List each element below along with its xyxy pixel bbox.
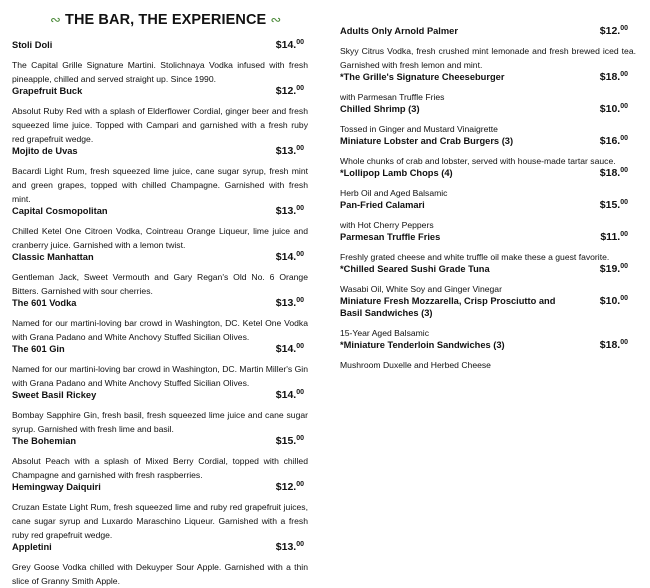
menu-item-description: Skyy Citrus Vodka, fresh crushed mint lemonade and fresh brewed iced tea. Garnished with fresh lemon and mint. bbox=[340, 46, 636, 70]
menu-item-description: The Capital Grille Signature Martini. Stolichnaya Vodka infused with fresh pineapple, chilled and served straight up. Since 1990. bbox=[12, 60, 308, 84]
menu-item bbox=[12, 539, 308, 588]
menu-item-header bbox=[12, 295, 308, 309]
menu-item bbox=[12, 37, 308, 86]
price-cents: 00 bbox=[296, 85, 304, 92]
menu-item-price bbox=[600, 165, 636, 179]
menu-item-price bbox=[276, 37, 308, 51]
price-cents: 00 bbox=[296, 205, 304, 212]
menu-item bbox=[12, 83, 308, 146]
menu-item bbox=[12, 295, 308, 344]
menu-item-description: Named for our martini-loving bar crowd in Washington, DC. Martin Miller's Gin with Grana Padano and White Anchovy Stuffed Sicilian Olives. bbox=[12, 364, 308, 388]
menu-item-description: with Parmesan Truffle Fries bbox=[340, 92, 445, 102]
price-dollars: $19. bbox=[599, 263, 621, 275]
menu-item-header bbox=[12, 37, 308, 51]
price-dollars: $10. bbox=[599, 103, 621, 115]
menu-item bbox=[340, 165, 636, 200]
menu-item-header bbox=[12, 203, 308, 217]
menu-item-description: with Hot Cherry Peppers bbox=[340, 220, 434, 230]
price-cents: 00 bbox=[620, 25, 628, 32]
menu-item-price bbox=[600, 261, 636, 275]
menu-item-name: The 601 Gin bbox=[12, 344, 65, 354]
menu-item-header bbox=[340, 133, 636, 147]
menu-item-name: Mojito de Uvas bbox=[12, 146, 78, 156]
price-dollars: $12. bbox=[599, 25, 621, 37]
menu-item-name: Chilled Shrimp (3) bbox=[340, 104, 420, 114]
menu-item-description: Absolut Ruby Red with a splash of Elderflower Cordial, ginger beer and fresh squeezed lime juice. Topped with Campari and garnished with a fresh ruby red grapefruit wedge. bbox=[12, 106, 308, 144]
menu-item-description: Freshly grated cheese and white truffle oil make these a guest favorite. bbox=[340, 252, 610, 262]
left-column bbox=[12, 37, 308, 585]
menu-item-price bbox=[276, 479, 308, 493]
menu-item-description: Gentleman Jack, Sweet Vermouth and Gary Regan's Old No. 6 Orange Bitters. Garnished with sour cherries. bbox=[12, 272, 308, 296]
menu-item-description: Bombay Sapphire Gin, fresh basil, fresh squeezed lime juice and cane sugar syrup. Garnished with fresh lime and basil. bbox=[12, 410, 308, 434]
menu-item bbox=[12, 249, 308, 298]
menu-item-description: Herb Oil and Aged Balsamic bbox=[340, 188, 448, 198]
price-cents: 00 bbox=[296, 435, 304, 442]
menu-item-description: Tossed in Ginger and Mustard Vinaigrette bbox=[340, 124, 498, 134]
price-cents: 00 bbox=[296, 481, 304, 488]
price-cents: 00 bbox=[296, 389, 304, 396]
price-dollars: $14. bbox=[275, 343, 297, 355]
menu-item-price bbox=[600, 229, 636, 243]
price-cents: 00 bbox=[296, 251, 304, 258]
menu-item bbox=[340, 337, 636, 372]
menu-item-name: Appletini bbox=[12, 542, 52, 552]
menu-item-price bbox=[276, 341, 308, 355]
price-dollars: $14. bbox=[275, 251, 297, 263]
price-dollars: $18. bbox=[599, 339, 621, 351]
price-dollars: $13. bbox=[275, 205, 297, 217]
menu-item-header bbox=[340, 197, 636, 211]
swirl-ornament-icon: ∾ bbox=[270, 12, 282, 27]
menu-item-price bbox=[600, 337, 636, 351]
price-cents: 00 bbox=[296, 343, 304, 350]
menu-item-description: Mushroom Duxelle and Herbed Cheese bbox=[340, 360, 491, 370]
price-cents: 00 bbox=[620, 103, 628, 110]
menu-item bbox=[12, 341, 308, 390]
menu-item-price bbox=[276, 387, 308, 401]
menu-item bbox=[12, 433, 308, 482]
menu-item-description: Whole chunks of crab and lobster, served with house-made tartar sauce. bbox=[340, 156, 616, 166]
menu-item bbox=[340, 69, 636, 104]
menu-item-header bbox=[340, 229, 636, 243]
price-dollars: $15. bbox=[599, 199, 621, 211]
menu-item-description: Chilled Ketel One Citroen Vodka, Cointreau Orange Liqueur, lime juice and cranberry juice. Garnished with a lemon twist. bbox=[12, 226, 308, 250]
menu-item-name: *The Grille's Signature Cheeseburger bbox=[340, 72, 505, 82]
menu-item-price bbox=[600, 69, 636, 83]
menu-item-header bbox=[12, 143, 308, 157]
menu-item-description: Cruzan Estate Light Rum, fresh squeezed lime and ruby red grapefruit juices, cane sugar syrup and Luxardo Maraschino Liqueur. Garnished with a fresh ruby red grapefruit wedge. bbox=[12, 502, 308, 540]
menu-item-description: Grey Goose Vodka chilled with Dekuyper Sour Apple. Garnished with a thin slice of Granny Smith Apple. bbox=[12, 562, 308, 586]
menu-item-price bbox=[600, 197, 636, 211]
menu-item-name: Adults Only Arnold Palmer bbox=[340, 26, 458, 36]
menu-item-header bbox=[340, 101, 636, 115]
menu-item-price bbox=[600, 133, 636, 147]
price-cents: 00 bbox=[296, 297, 304, 304]
menu-item-name: Miniature Fresh Mozzarella, Crisp Prosciutto and Basil Sandwiches (3) bbox=[340, 296, 556, 318]
menu-item-header bbox=[340, 23, 636, 37]
price-dollars: $13. bbox=[275, 145, 297, 157]
price-cents: 00 bbox=[296, 145, 304, 152]
menu-item bbox=[340, 197, 636, 232]
price-cents: 00 bbox=[620, 339, 628, 346]
price-cents: 00 bbox=[296, 39, 304, 46]
menu-item-name: Sweet Basil Rickey bbox=[12, 390, 97, 400]
menu-item-name: *Chilled Seared Sushi Grade Tuna bbox=[340, 264, 490, 274]
menu-item-name: Classic Manhattan bbox=[12, 252, 94, 262]
menu-item-price bbox=[276, 539, 308, 553]
menu-item-name: Hemingway Daiquiri bbox=[12, 482, 101, 492]
menu-item-name: Parmesan Truffle Fries bbox=[340, 232, 441, 242]
right-column bbox=[340, 23, 636, 369]
menu-title bbox=[50, 12, 281, 28]
price-cents: 00 bbox=[620, 199, 628, 206]
menu-item bbox=[340, 293, 636, 340]
price-dollars: $12. bbox=[275, 481, 297, 493]
price-cents: 00 bbox=[620, 263, 628, 270]
menu-item-description: Absolut Peach with a splash of Mixed Berry Cordial, topped with chilled Champagne and garnished with fresh raspberries. bbox=[12, 456, 308, 480]
menu-item bbox=[12, 143, 308, 206]
menu-item bbox=[12, 387, 308, 436]
menu-item-description: 15-Year Aged Balsamic bbox=[340, 328, 430, 338]
swirl-ornament-icon: ∾ bbox=[50, 12, 61, 27]
price-cents: 00 bbox=[296, 541, 304, 548]
menu-item-header bbox=[340, 337, 636, 351]
price-dollars: $14. bbox=[275, 389, 297, 401]
price-dollars: $12. bbox=[275, 85, 297, 97]
menu-item bbox=[340, 23, 636, 72]
menu-item-price bbox=[600, 23, 636, 37]
menu-title-text: THE BAR, THE EXPERIENCE bbox=[65, 12, 267, 28]
price-dollars: $13. bbox=[275, 541, 297, 553]
menu-item-header bbox=[340, 293, 636, 319]
price-cents: 00 bbox=[620, 167, 628, 174]
price-dollars: $11. bbox=[600, 231, 621, 243]
price-dollars: $18. bbox=[599, 71, 621, 83]
price-dollars: $14. bbox=[275, 39, 297, 51]
price-dollars: $18. bbox=[599, 167, 621, 179]
menu-item-name: Miniature Lobster and Crab Burgers (3) bbox=[340, 136, 514, 146]
menu-item-price bbox=[276, 295, 308, 309]
menu-item-header bbox=[340, 69, 636, 83]
menu-item-name: Grapefruit Buck bbox=[12, 86, 83, 96]
price-cents: 00 bbox=[620, 231, 628, 238]
menu-item-name: Pan-Fried Calamari bbox=[340, 200, 425, 210]
menu-item-price bbox=[276, 143, 308, 157]
menu-item-price bbox=[276, 433, 308, 447]
price-cents: 00 bbox=[620, 71, 628, 78]
menu-item-description: Wasabi Oil, White Soy and Ginger Vinegar bbox=[340, 284, 502, 294]
price-dollars: $16. bbox=[599, 135, 621, 147]
menu-item-name: The 601 Vodka bbox=[12, 298, 77, 308]
menu-item-price bbox=[600, 101, 636, 115]
menu-item bbox=[340, 229, 636, 264]
menu-item-description: Bacardi Light Rum, fresh squeezed lime juice, cane sugar syrup, fresh mint and green grapes, topped with chilled Champagne. Garnished with fresh mint. bbox=[12, 166, 308, 204]
menu-item-price bbox=[276, 249, 308, 263]
menu-item-price bbox=[600, 293, 636, 307]
price-dollars: $10. bbox=[599, 295, 621, 307]
menu-item bbox=[340, 261, 636, 296]
menu-item-description: Named for our martini-loving bar crowd in Washington, DC. Ketel One Vodka with Grana Padano and White Anchovy Stuffed Sicilian Olives. bbox=[12, 318, 308, 342]
price-dollars: $15. bbox=[275, 435, 297, 447]
menu-item-name: The Bohemian bbox=[12, 436, 77, 446]
menu-item bbox=[12, 479, 308, 542]
menu-item-name: *Lollipop Lamb Chops (4) bbox=[340, 168, 453, 178]
menu-item-name: *Miniature Tenderloin Sandwiches (3) bbox=[340, 340, 505, 350]
price-cents: 00 bbox=[620, 295, 628, 302]
menu-item-name: Capital Cosmopolitan bbox=[12, 206, 108, 216]
menu-item-price bbox=[276, 83, 308, 97]
menu-item-name: Stoli Doli bbox=[12, 40, 53, 50]
menu-item-price bbox=[276, 203, 308, 217]
price-dollars: $13. bbox=[275, 297, 297, 309]
menu-item bbox=[340, 101, 636, 136]
menu-item bbox=[340, 133, 636, 168]
price-cents: 00 bbox=[620, 135, 628, 142]
menu-item bbox=[12, 203, 308, 252]
